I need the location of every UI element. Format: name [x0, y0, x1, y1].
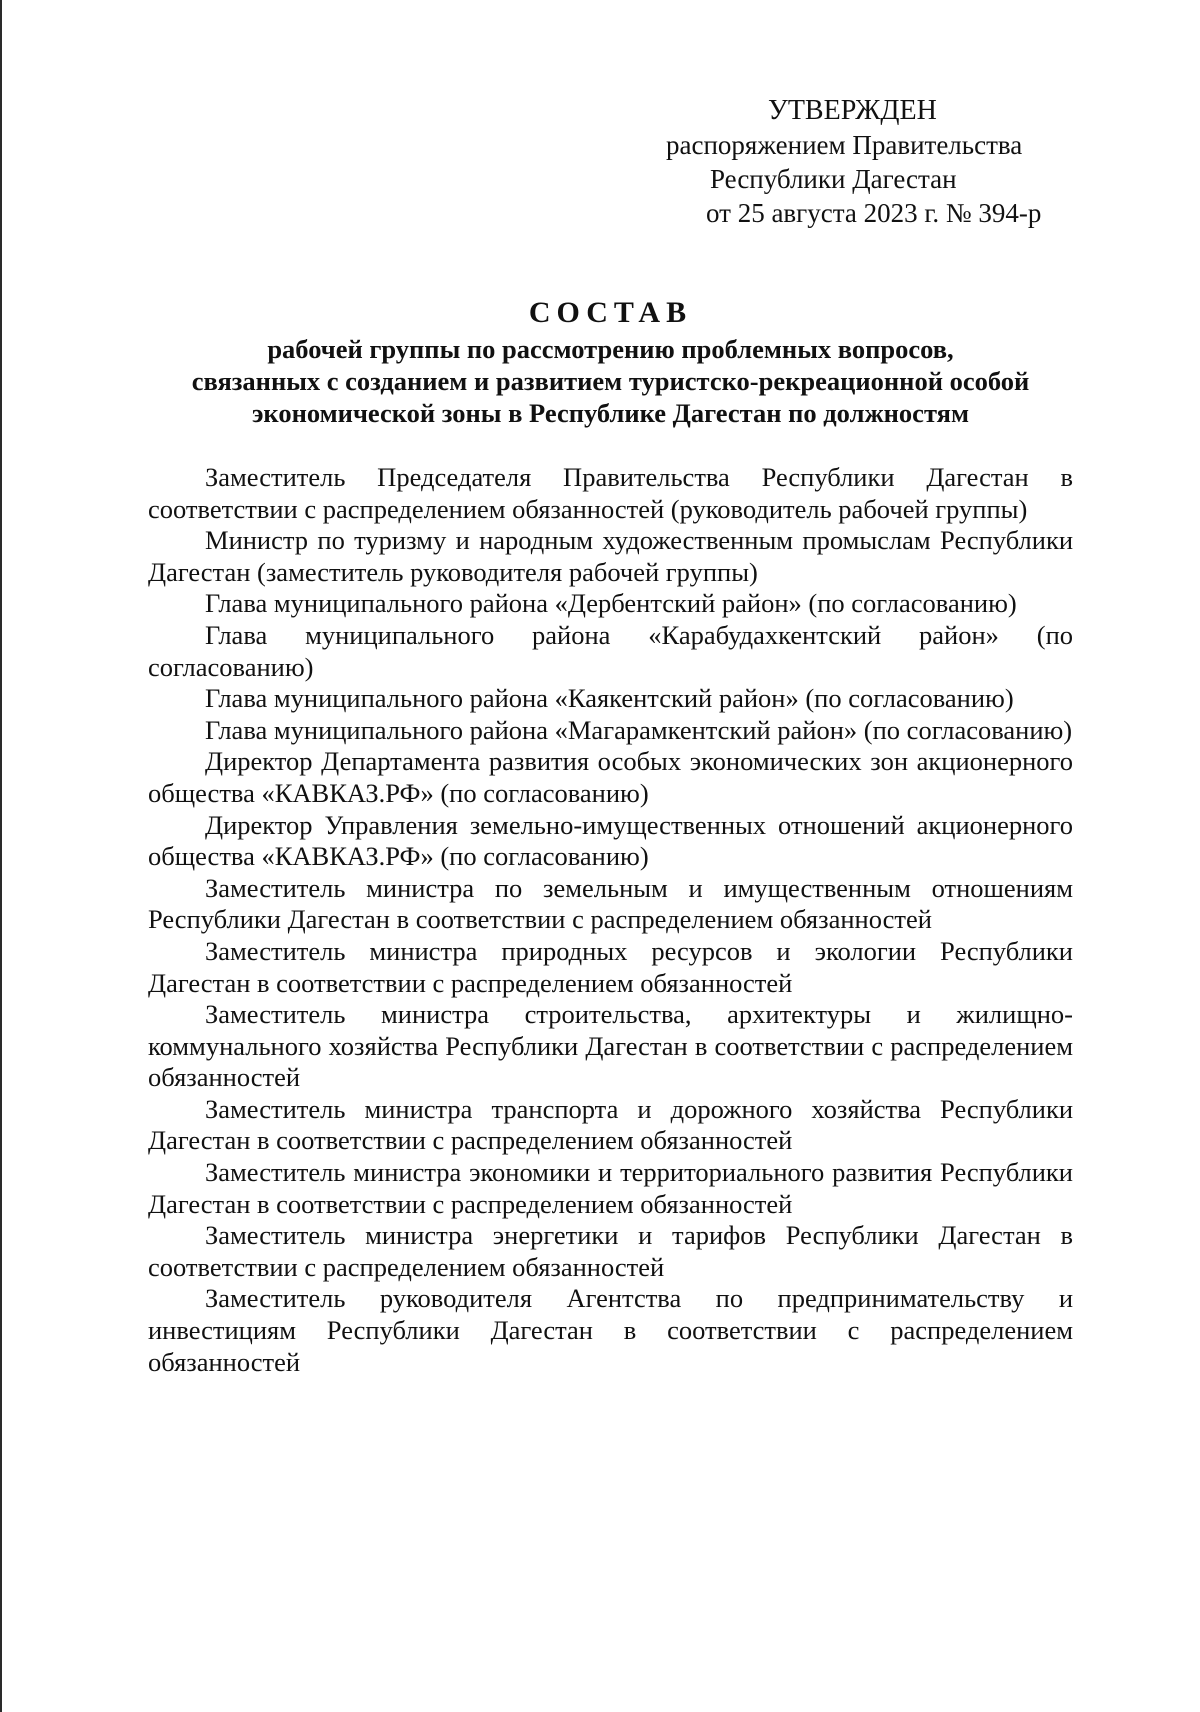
- subtitle-line-2: связанных с созданием и развитием туристско-рекреационной особой: [191, 366, 1030, 396]
- member-item: Заместитель министра экономики и территориального развития Республики Дагестан в соответствии с распределением обязанностей: [148, 1157, 1073, 1219]
- member-item: Заместитель министра энергетики и тарифов Республики Дагестан в соответствии с распределением обязанностей: [148, 1220, 1073, 1282]
- subtitle-line-1: рабочей группы по рассмотрению проблемных вопросов,: [267, 334, 954, 364]
- member-item: Заместитель министра природных ресурсов и экологии Республики Дагестан в соответствии с распределением обязанностей: [148, 935, 1073, 998]
- member-item: Глава муниципального района «Магарамкентский район» (по согласованию): [205, 714, 1073, 745]
- member-item: Глава муниципального района «Карабудахкентский район» (по согласованию): [148, 619, 1073, 682]
- document-title: СОСТАВ: [528, 296, 693, 329]
- member-item: Директор Департамента развития особых экономических зон акционерного общества «КАВКАЗ.РФ» (по согласованию): [148, 746, 1073, 808]
- document-subtitle: [148, 333, 1073, 429]
- approval-heading: УТВЕРЖДЕН: [768, 95, 937, 126]
- members-list: [148, 462, 1073, 1378]
- approval-line-date-number: от 25 августа 2023 г. № 394-р: [706, 198, 1042, 228]
- approval-stamp-block: [640, 94, 1080, 230]
- subtitle-line-3: экономической зоны в Республике Дагестан по должностям: [251, 398, 969, 428]
- approval-line-republic: Республики Дагестан: [710, 164, 957, 194]
- member-item: Министр по туризму и народным художественным промыслам Республики Дагестан (заместитель руководителя рабочей группы): [148, 525, 1073, 587]
- member-item: Глава муниципального района «Дербентский район» (по согласованию): [205, 588, 1017, 619]
- member-item: Директор Управления земельно-имущественных отношений акционерного общества «КАВКАЗ.РФ» (по согласованию): [148, 809, 1073, 872]
- scan-edge-line: [0, 0, 2, 1712]
- approval-line-order: распоряжением Правительства: [666, 130, 1023, 160]
- member-item: Глава муниципального района «Каякентский район» (по согласованию): [205, 683, 1014, 714]
- member-item: Заместитель министра по земельным и имущественным отношениям Республики Дагестан в соответствии с распределением обязанностей: [148, 872, 1073, 935]
- member-item: Заместитель Председателя Правительства Республики Дагестан в соответствии с распределением обязанностей (руководитель рабочей группы): [148, 462, 1073, 524]
- member-item: Заместитель министра строительства, архитектуры и жилищно-коммунального хозяйства Республики Дагестан в соответствии с распределением обязанностей: [148, 999, 1073, 1093]
- member-item: Заместитель руководителя Агентства по предпринимательству и инвестициям Республики Дагестан в соответствии с распределением обязанностей: [148, 1283, 1073, 1377]
- member-item: Заместитель министра транспорта и дорожного хозяйства Республики Дагестан в соответствии с распределением обязанностей: [148, 1093, 1073, 1156]
